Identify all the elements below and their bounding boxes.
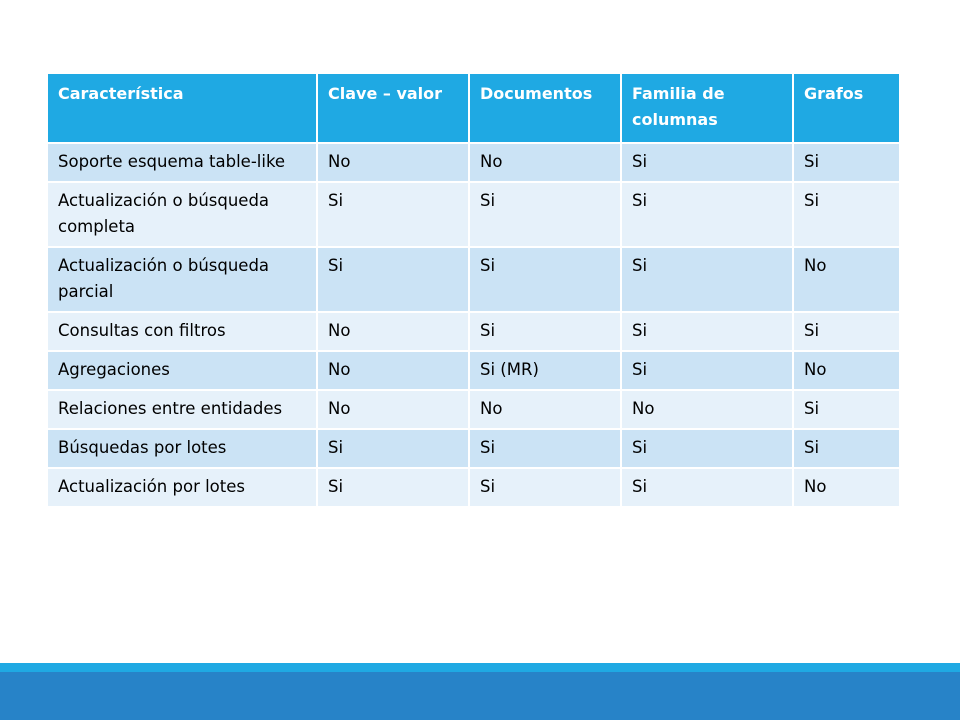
table-cell: Si <box>621 182 793 247</box>
table-cell: Si <box>793 182 900 247</box>
table-row <box>47 429 900 468</box>
table-cell: Si <box>469 182 621 247</box>
table-cell: Si <box>793 312 900 351</box>
row-label: Actualización o búsqueda completa <box>47 182 317 247</box>
table-row <box>47 390 900 429</box>
header-clave-valor: Clave – valor <box>317 73 469 143</box>
table-cell: No <box>793 468 900 507</box>
table-cell: Si <box>317 247 469 312</box>
table-cell: Si <box>621 312 793 351</box>
table-cell: Si <box>621 429 793 468</box>
table-cell: Si <box>469 468 621 507</box>
table-cell: No <box>317 312 469 351</box>
table-row <box>47 143 900 182</box>
table-cell: No <box>621 390 793 429</box>
table-cell: Si <box>469 312 621 351</box>
row-label: Relaciones entre entidades <box>47 390 317 429</box>
table-cell: Si <box>317 182 469 247</box>
table-cell: Si <box>469 429 621 468</box>
table-cell: Si <box>793 429 900 468</box>
table-cell: Si <box>317 468 469 507</box>
table-cell: Si <box>793 390 900 429</box>
table-cell: Si (MR) <box>469 351 621 390</box>
header-familia-columnas: Familia de columnas <box>621 73 793 143</box>
table-cell: Si <box>469 247 621 312</box>
table-cell: No <box>793 351 900 390</box>
table-row <box>47 468 900 507</box>
comparison-table <box>46 72 901 508</box>
table-cell: Si <box>621 247 793 312</box>
table-cell: Si <box>621 143 793 182</box>
table-cell: No <box>317 390 469 429</box>
row-label: Consultas con filtros <box>47 312 317 351</box>
table-row <box>47 247 900 312</box>
table-cell: No <box>317 143 469 182</box>
table-cell: No <box>469 143 621 182</box>
table-cell: Si <box>317 429 469 468</box>
header-caracteristica: Característica <box>47 73 317 143</box>
table-header-row <box>47 73 900 143</box>
table-row <box>47 351 900 390</box>
header-documentos: Documentos <box>469 73 621 143</box>
table-cell: No <box>317 351 469 390</box>
row-label: Soporte esquema table-like <box>47 143 317 182</box>
row-label: Actualización o búsqueda parcial <box>47 247 317 312</box>
row-label: Búsquedas por lotes <box>47 429 317 468</box>
header-grafos: Grafos <box>793 73 900 143</box>
table-cell: Si <box>793 143 900 182</box>
table-row <box>47 182 900 247</box>
table-cell: Si <box>621 351 793 390</box>
table-cell: Si <box>621 468 793 507</box>
row-label: Actualización por lotes <box>47 468 317 507</box>
table-cell: No <box>793 247 900 312</box>
table-row <box>47 312 900 351</box>
table-cell: No <box>469 390 621 429</box>
footer-stripe <box>0 663 960 672</box>
row-label: Agregaciones <box>47 351 317 390</box>
